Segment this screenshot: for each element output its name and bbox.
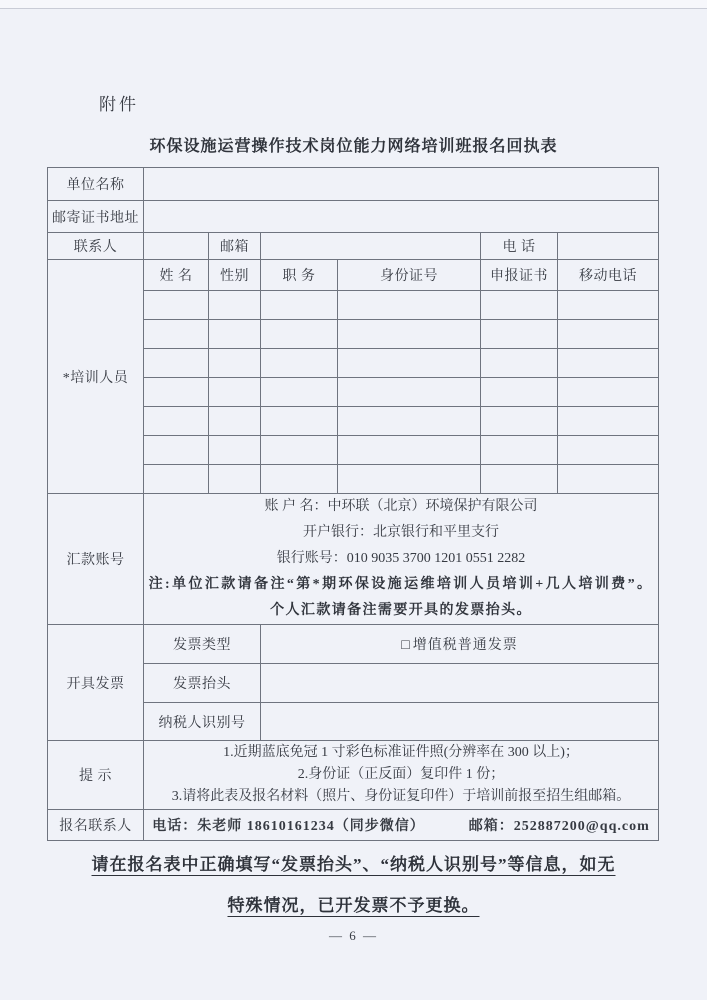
registration-contact-label: 报名联系人 bbox=[48, 810, 144, 841]
scan-edge-artifact bbox=[0, 0, 707, 9]
registration-contact-details bbox=[144, 810, 659, 841]
trainee-cell bbox=[338, 407, 481, 436]
mailing-address-value-cell bbox=[144, 201, 659, 233]
remittance-account-name: 账 户 名：中环联（北京）环境保护有限公司 bbox=[264, 499, 538, 514]
trainee-cell bbox=[261, 349, 338, 378]
trainee-cell bbox=[558, 349, 659, 378]
trainee-cell bbox=[338, 291, 481, 320]
trainee-cell bbox=[144, 436, 209, 465]
page-title: 环保设施运营操作技术岗位能力网络培训班报名回执表 bbox=[149, 138, 558, 155]
email-label: 邮箱 bbox=[209, 233, 261, 260]
trainee-cell bbox=[338, 378, 481, 407]
remittance-account-number: 银行账号：010 9035 3700 1201 0551 2282 bbox=[276, 551, 526, 566]
trainee-cell bbox=[558, 378, 659, 407]
trainee-cell bbox=[261, 465, 338, 494]
trainees-label: *培训人员 bbox=[48, 260, 144, 494]
trainee-cell bbox=[558, 407, 659, 436]
registration-contact-email: 邮箱：252887200@qq.com bbox=[468, 819, 650, 834]
tip-item-3: 3.请将此表及报名材料（照片、身份证复印件）于培训前报至招生组邮箱。 bbox=[171, 789, 631, 804]
trainee-cell bbox=[144, 407, 209, 436]
phone-label: 电 话 bbox=[481, 233, 558, 260]
trainee-cell bbox=[558, 320, 659, 349]
trainee-cell bbox=[338, 349, 481, 378]
remittance-details bbox=[144, 494, 659, 625]
remittance-label: 汇款账号 bbox=[48, 494, 144, 625]
invoice-type-label: 发票类型 bbox=[144, 625, 261, 664]
trainee-cell bbox=[481, 465, 558, 494]
trainee-cell bbox=[209, 291, 261, 320]
trainee-cell bbox=[209, 465, 261, 494]
trainee-cell bbox=[209, 320, 261, 349]
trainee-cell bbox=[144, 465, 209, 494]
mailing-address-label: 邮寄证书地址 bbox=[48, 201, 144, 233]
trainee-col-id-number: 身份证号 bbox=[338, 260, 481, 291]
checkbox-unchecked-icon: □ bbox=[401, 638, 411, 653]
invoice-type-value-cell bbox=[261, 625, 659, 664]
taxpayer-id-value-cell bbox=[261, 703, 659, 741]
trainee-cell bbox=[209, 349, 261, 378]
trainee-cell bbox=[481, 320, 558, 349]
trainee-cell bbox=[481, 436, 558, 465]
invoice-title-label: 发票抬头 bbox=[144, 664, 261, 703]
trainee-cell bbox=[144, 320, 209, 349]
invoice-label: 开具发票 bbox=[48, 625, 144, 741]
trainee-cell bbox=[261, 291, 338, 320]
trainee-cell bbox=[144, 291, 209, 320]
footer-notice-line1: 请在报名表中正确填写“发票抬头”、“纳税人识别号”等信息，如无 bbox=[91, 855, 616, 874]
trainee-cell bbox=[209, 378, 261, 407]
trainee-col-mobile: 移动电话 bbox=[558, 260, 659, 291]
trainee-cell bbox=[261, 407, 338, 436]
trainee-cell bbox=[558, 291, 659, 320]
phone-value-cell bbox=[558, 233, 659, 260]
footer-notice-line2: 特殊情况，已开发票不予更换。 bbox=[227, 896, 480, 915]
registration-form-table bbox=[47, 167, 659, 841]
remittance-bank: 开户银行：北京银行和平里支行 bbox=[303, 525, 500, 540]
tip-item-1: 1.近期蓝底免冠 1 寸彩色标准证件照(分辨率在 300 以上)； bbox=[223, 745, 579, 760]
contact-label: 联系人 bbox=[48, 233, 144, 260]
taxpayer-id-label: 纳税人识别号 bbox=[144, 703, 261, 741]
trainee-cell bbox=[338, 320, 481, 349]
trainee-cell bbox=[261, 436, 338, 465]
invoice-type-option: 增值税普通发票 bbox=[412, 638, 518, 653]
remittance-note-line1: 注:单位汇款请备注“第*期环保设施运维培训人员培训+几人培训费”。 bbox=[148, 577, 654, 592]
trainee-cell bbox=[209, 407, 261, 436]
trainee-col-gender: 性别 bbox=[209, 260, 261, 291]
trainee-cell bbox=[481, 407, 558, 436]
trainee-cell bbox=[144, 349, 209, 378]
trainee-cell bbox=[338, 436, 481, 465]
page-number: — 6 — bbox=[329, 928, 378, 943]
attachment-label: 附件 bbox=[99, 95, 139, 114]
remittance-note-line2: 个人汇款请备注需要开具的发票抬头。 bbox=[270, 603, 532, 618]
trainee-cell bbox=[481, 349, 558, 378]
trainee-cell bbox=[558, 436, 659, 465]
contact-value-cell bbox=[144, 233, 209, 260]
trainee-cell bbox=[481, 378, 558, 407]
trainee-cell bbox=[209, 436, 261, 465]
unit-name-label: 单位名称 bbox=[48, 168, 144, 201]
trainee-cell bbox=[338, 465, 481, 494]
email-value-cell bbox=[261, 233, 481, 260]
tip-item-2: 2.身份证（正反面）复印件 1 份； bbox=[297, 767, 505, 782]
registration-contact-phone: 电话：朱老师 18610161234（同步微信） bbox=[152, 819, 425, 834]
tips-label: 提 示 bbox=[48, 741, 144, 810]
trainee-cell bbox=[558, 465, 659, 494]
invoice-title-value-cell bbox=[261, 664, 659, 703]
tips-list bbox=[144, 741, 659, 810]
trainee-cell bbox=[144, 378, 209, 407]
trainee-col-certificate: 申报证书 bbox=[481, 260, 558, 291]
unit-name-value-cell bbox=[144, 168, 659, 201]
trainee-cell bbox=[261, 320, 338, 349]
trainee-col-position: 职 务 bbox=[261, 260, 338, 291]
trainee-col-name: 姓 名 bbox=[144, 260, 209, 291]
trainee-cell bbox=[261, 378, 338, 407]
trainee-cell bbox=[481, 291, 558, 320]
